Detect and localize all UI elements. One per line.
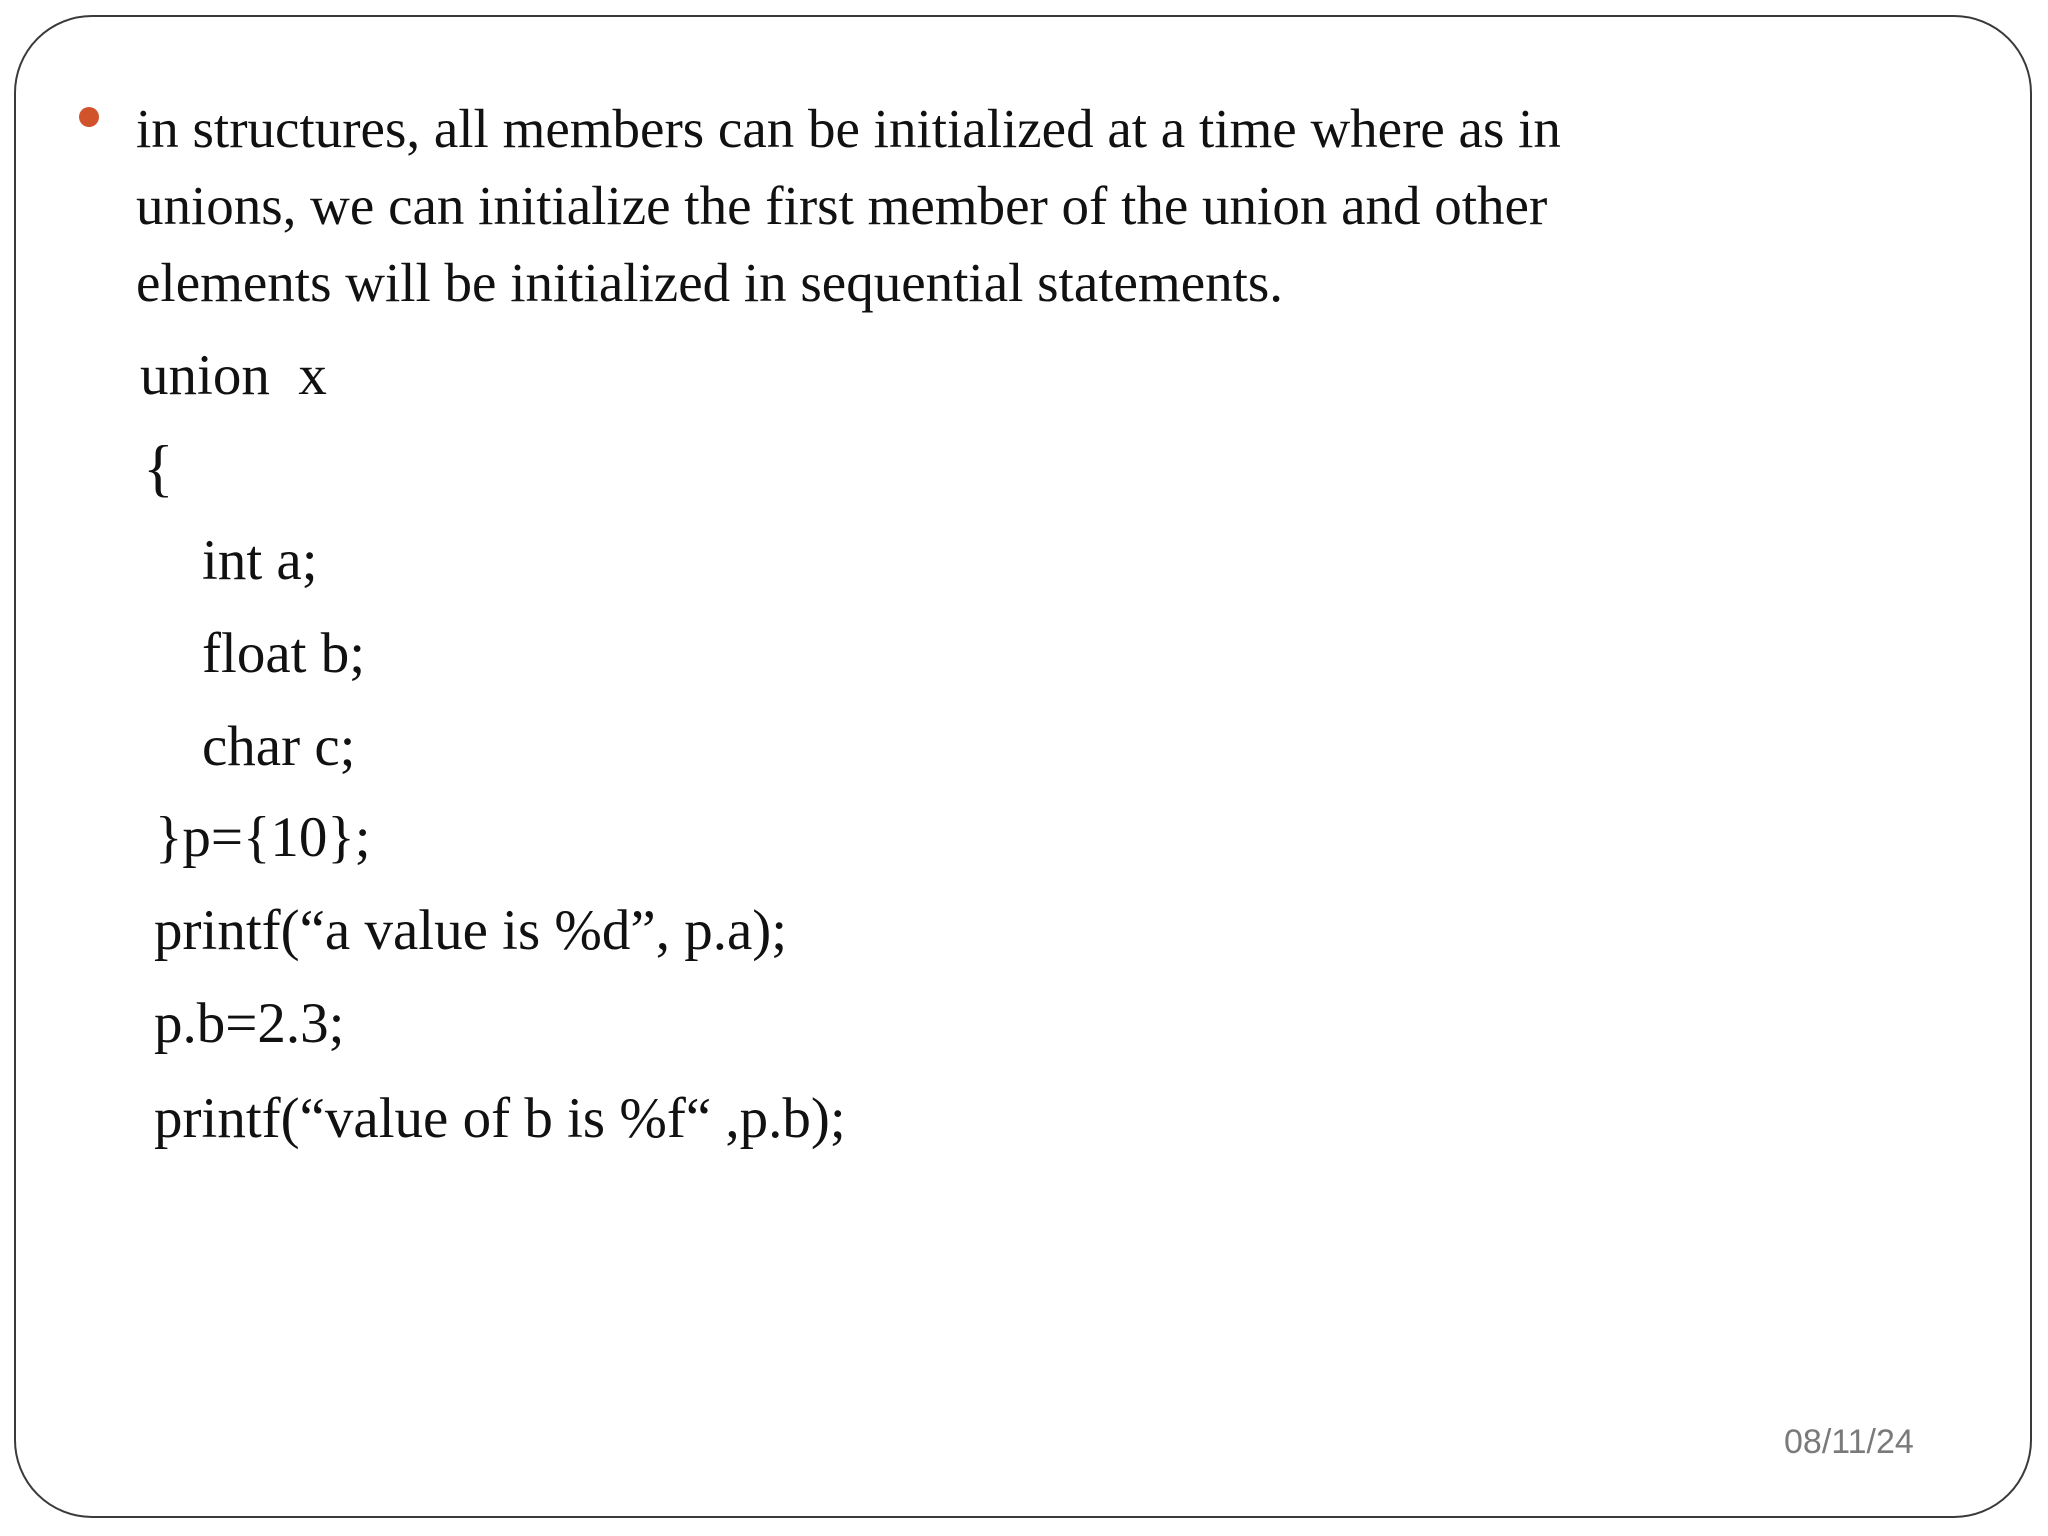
code-line-int-a: int a;: [202, 529, 318, 592]
code-line-assign-b: p.b=2.3;: [154, 992, 345, 1055]
code-line-printf-b: printf(“value of b is %f“ ,p.b);: [154, 1087, 846, 1150]
code-line-printf-a: printf(“a value is %d”, p.a);: [154, 899, 788, 962]
bullet-line-3: elements will be initialized in sequential statements.: [136, 252, 1284, 313]
bullet-paragraph: [136, 90, 1896, 321]
code-line-char-c: char c;: [202, 715, 356, 778]
slide-date: 08/11/24: [1784, 1423, 1914, 1461]
code-line-union: union x: [140, 344, 327, 407]
code-line-close-brace: }p={10};: [155, 806, 371, 869]
bullet-dot-icon: [79, 107, 99, 127]
code-line-float-b: float b;: [202, 622, 366, 685]
code-line-open-brace: {: [143, 432, 174, 503]
bullet-line-2: unions, we can initialize the first member of the union and other: [136, 175, 1548, 236]
bullet-line-1: in structures, all members can be initialized at a time where as in: [136, 98, 1561, 159]
